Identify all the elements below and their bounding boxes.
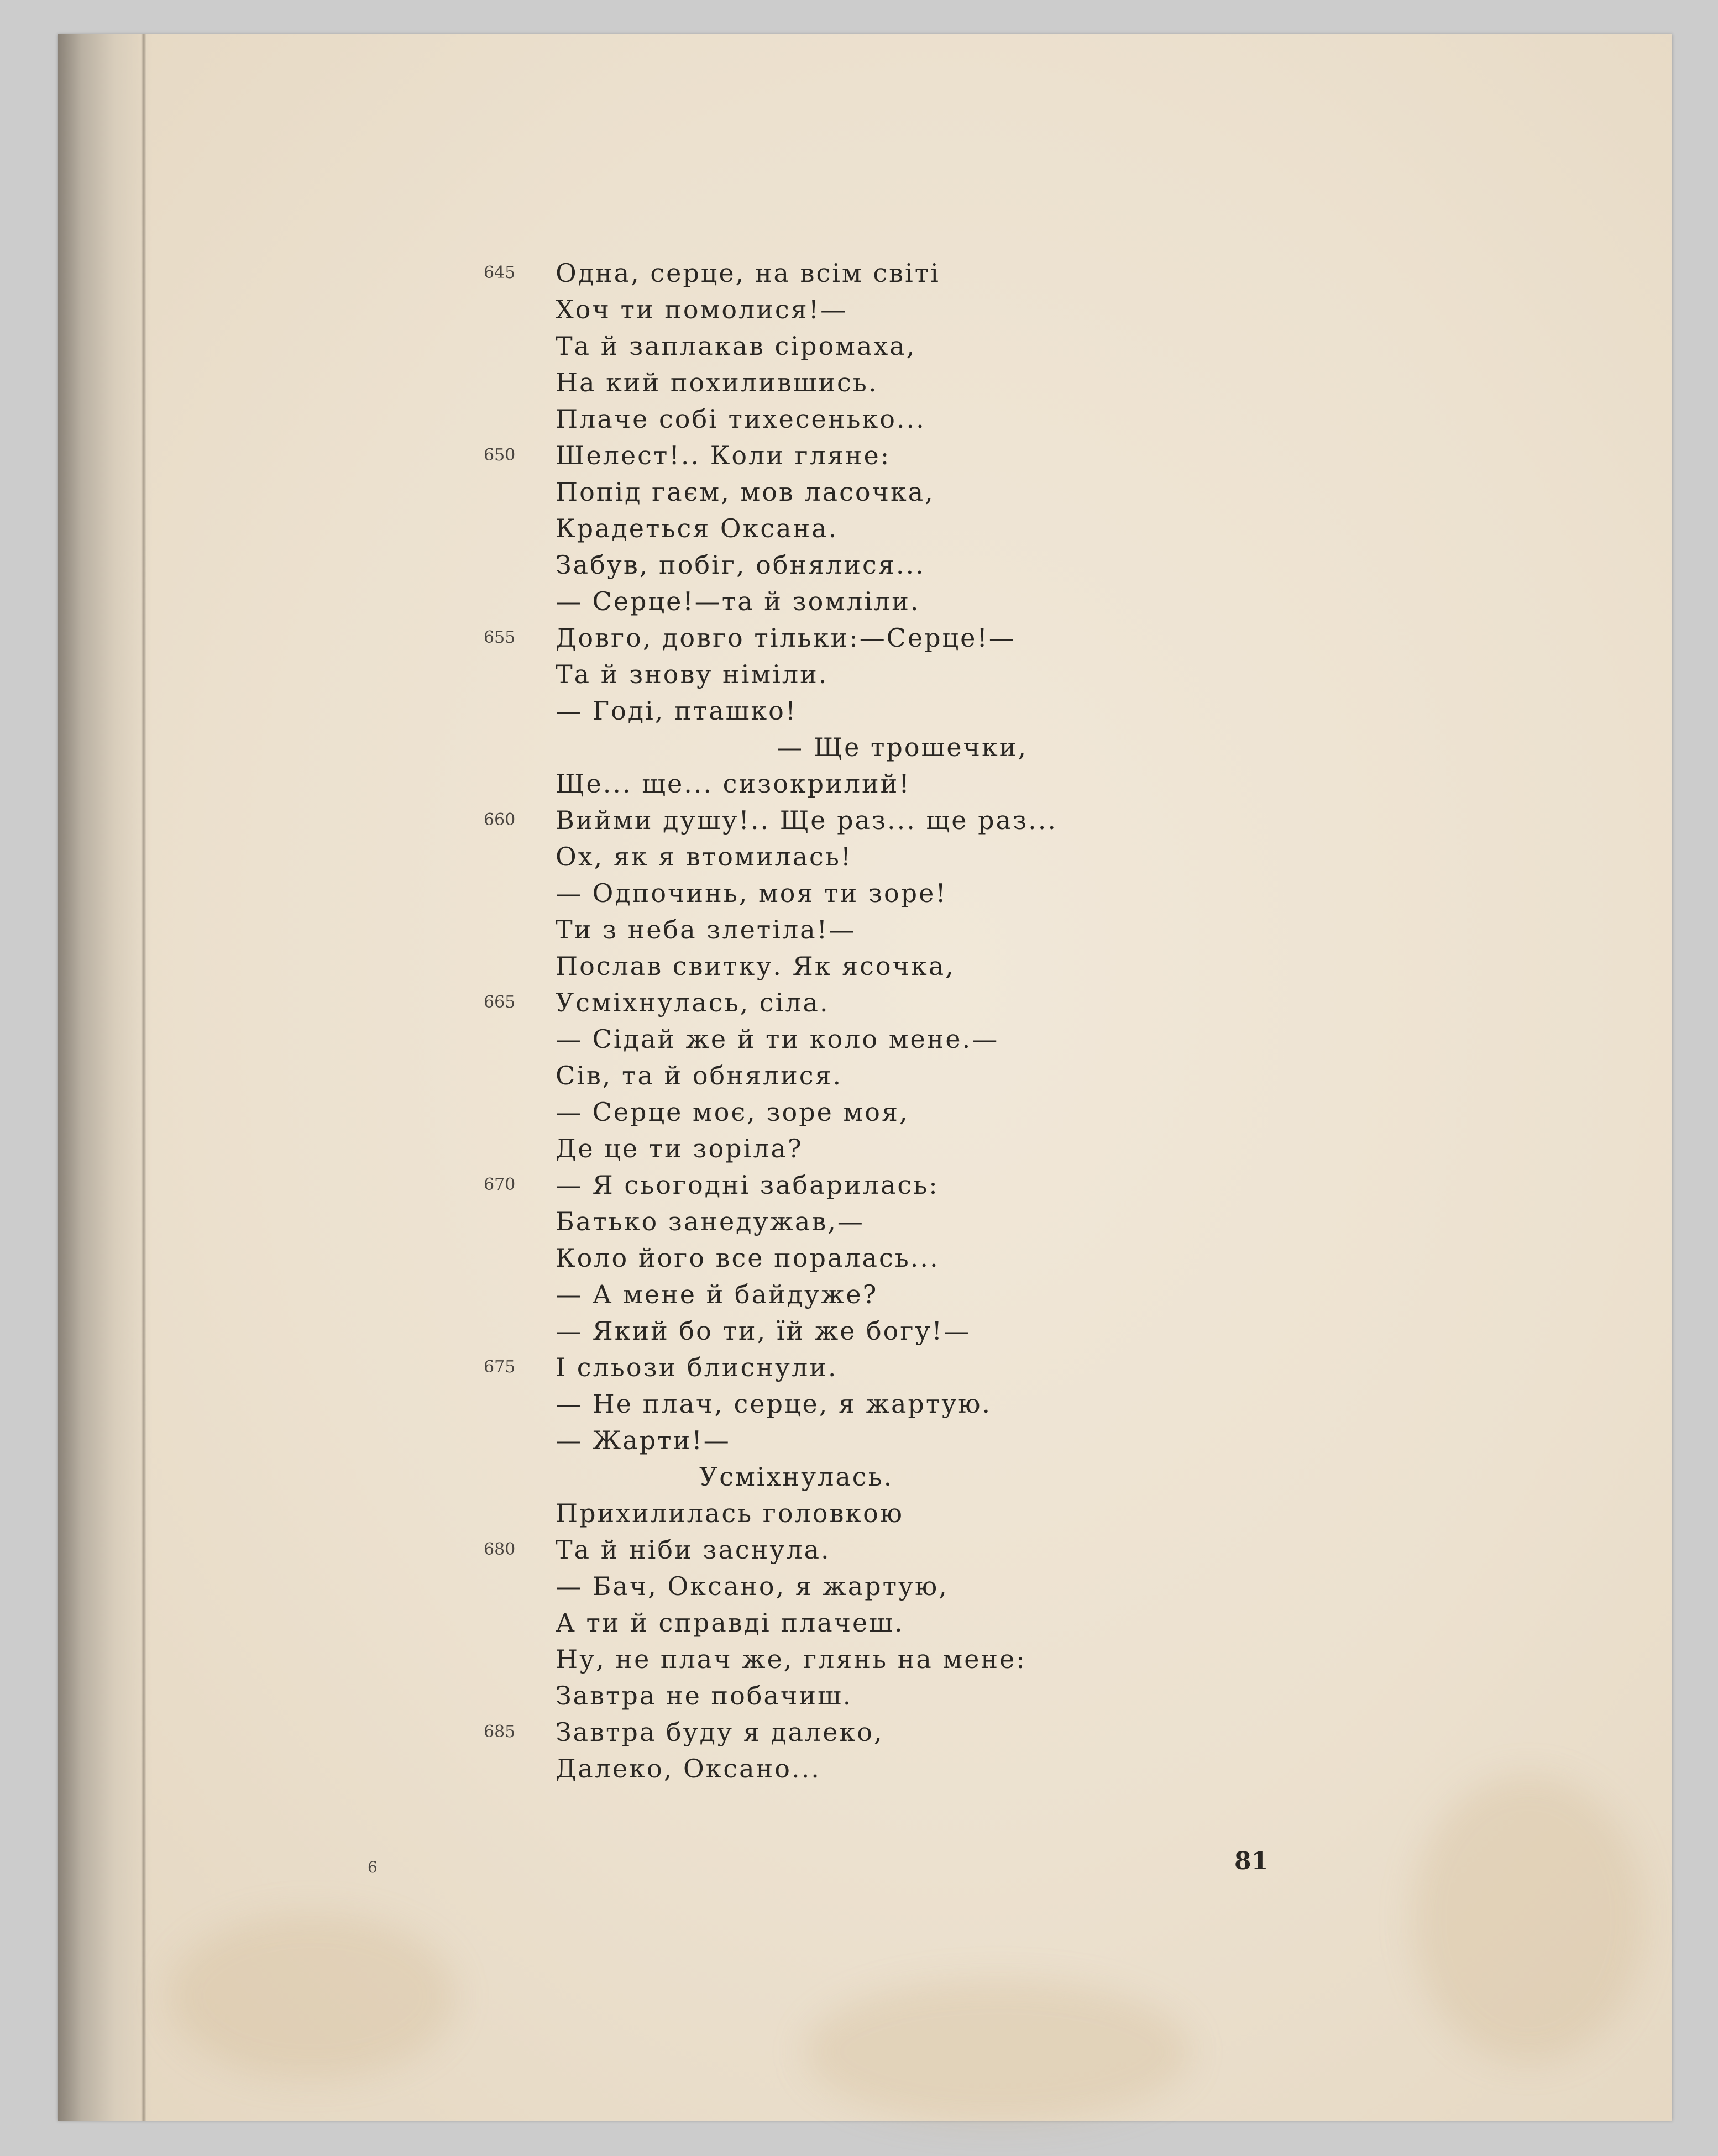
poem-line-text: Ну, не плач же, глянь на мене: [556, 1644, 1026, 1674]
poem-line [484, 1351, 838, 1384]
line-number: 655 [484, 628, 516, 647]
poem-line-text: Хоч ти помолися!— [556, 295, 848, 324]
poem-line [556, 913, 856, 946]
poem-line [556, 512, 838, 545]
poem-line [556, 1643, 1026, 1676]
poem-line [556, 475, 935, 508]
poem-line-text: На кий похилившись. [556, 368, 878, 397]
poem-line [556, 1679, 852, 1712]
poem-line [556, 658, 828, 691]
page-number: 81 [1234, 1847, 1269, 1875]
poem-line [556, 402, 926, 436]
poem-line-text: — Серце!—та й зомліли. [556, 586, 920, 616]
poem-line [556, 1022, 999, 1056]
gutter-shadow [141, 34, 146, 2121]
poem-line-text: Та й заплакав сіромаха, [556, 331, 916, 361]
poem-line [556, 1059, 842, 1092]
poem-line [556, 1241, 940, 1274]
poem-line-text: Усміхнулась. [699, 1462, 894, 1492]
poem-line-text: А ти й справді плачеш. [556, 1608, 904, 1638]
line-number: 680 [484, 1540, 516, 1559]
line-number: 670 [484, 1175, 516, 1194]
poem-line-text: — Одпочинь, моя ти зоре! [556, 878, 947, 908]
poem-line-text: Завтра не побачиш. [556, 1681, 853, 1711]
poem-line-text: — Я сьогодні забарилась: [556, 1170, 939, 1200]
poem-line-text: Та й ніби заснула. [556, 1535, 831, 1565]
poem-line [556, 1606, 904, 1639]
paper-stain [1412, 1775, 1644, 2063]
poem-line [484, 439, 891, 472]
poem-line [556, 366, 878, 399]
poem-line-text: Де це ти зоріла? [556, 1134, 803, 1163]
book-page [58, 34, 1672, 2121]
poem-line-text: — Сідай же й ти коло мене.— [556, 1024, 999, 1054]
line-number: 645 [484, 263, 516, 282]
poem-line [484, 621, 1016, 654]
poem-line [556, 585, 920, 618]
poem-line-text: — А мене й байдуже? [556, 1279, 878, 1309]
paper-stain [804, 1980, 1191, 2123]
poem-line [556, 1497, 904, 1530]
poem-line-text: Довго, довго тільки:—Серце!— [556, 623, 1016, 653]
poem-line [484, 804, 1057, 837]
poem-line [484, 1716, 884, 1749]
poem-line-text: Коло його все поралась... [556, 1243, 940, 1273]
poem-line-text: — Який бо ти, їй же богу!— [556, 1316, 971, 1346]
line-number: 685 [484, 1722, 516, 1741]
poem-line [556, 548, 925, 581]
poem-line-text: Та й знову німіли. [556, 659, 829, 689]
poem-line-text: Усміхнулась, сіла. [556, 988, 830, 1017]
poem-line [556, 1132, 803, 1165]
poem-line [556, 1570, 949, 1603]
poem-line [556, 1424, 731, 1457]
line-number: 675 [484, 1357, 516, 1377]
poem-line [484, 1168, 939, 1202]
poem-line-text: Одна, серце, на всім світі [556, 258, 940, 288]
paper-stain [169, 1913, 456, 2079]
poem-line-text: Крадеться Оксана. [556, 513, 839, 543]
line-number: 650 [484, 445, 516, 465]
poem-line-text: — Не плач, серце, я жартую. [556, 1389, 992, 1419]
poem-line [556, 329, 916, 363]
poem-line-text: Шелест!.. Коли гляне: [556, 440, 891, 470]
line-number: 665 [484, 993, 516, 1012]
poem-line [556, 950, 955, 983]
poem-line-text: Далеко, Оксано... [556, 1754, 821, 1783]
poem-line [556, 694, 797, 727]
poem-line-text: — Годі, пташко! [556, 696, 798, 726]
poem-line [556, 840, 852, 873]
poem-line [556, 1095, 909, 1129]
poem-line [556, 767, 911, 800]
book-gutter [58, 34, 152, 2121]
poem-line [484, 1533, 831, 1566]
poem-line-text: Плаче собі тихесенько... [556, 404, 926, 434]
poem-line [556, 1278, 878, 1311]
poem-line-text: Послав свитку. Як ясочка, [556, 951, 955, 981]
poem-line-indented [699, 1460, 893, 1493]
poem-line-text: Прихилилась головкою [556, 1498, 904, 1528]
poem-line [556, 1387, 992, 1420]
poem-line-text: Сів, та й обнялися. [556, 1061, 843, 1090]
poem-line-text: — Бач, Оксано, я жартую, [556, 1571, 949, 1601]
poem-line-text: І сльози блиснули. [556, 1352, 838, 1382]
poem-line-text: — Серце моє, зоре моя, [556, 1097, 909, 1127]
poem-line [556, 1752, 821, 1785]
poem-line-text: Завтра буду я далеко, [556, 1717, 884, 1747]
poem-line-text: Забув, побіг, обнялися... [556, 550, 925, 580]
poem-line [556, 877, 947, 910]
poem-line [556, 1314, 971, 1347]
poem-line [484, 256, 940, 290]
signature-mark: 6 [368, 1858, 378, 1876]
poem-line-indented [777, 731, 1028, 764]
poem-line-text: — Ще трошечки, [777, 732, 1028, 762]
poem-line [484, 986, 830, 1019]
line-number: 660 [484, 810, 516, 830]
poem-line-text: Ще... ще... сизокрилий! [556, 769, 911, 799]
poem-line-text: Вийми душу!.. Ще раз... ще раз... [556, 805, 1057, 835]
poem-line [556, 1205, 865, 1238]
poem-line-text: Ти з неба злетіла!— [556, 915, 856, 945]
poem-line-text: — Жарти!— [556, 1425, 731, 1455]
poem-line-text: Батько занедужав,— [556, 1206, 865, 1236]
poem-line-text: Попід гаєм, мов ласочка, [556, 477, 935, 507]
poem-line [556, 293, 847, 326]
poem-line-text: Ох, як я втомилась! [556, 842, 853, 872]
